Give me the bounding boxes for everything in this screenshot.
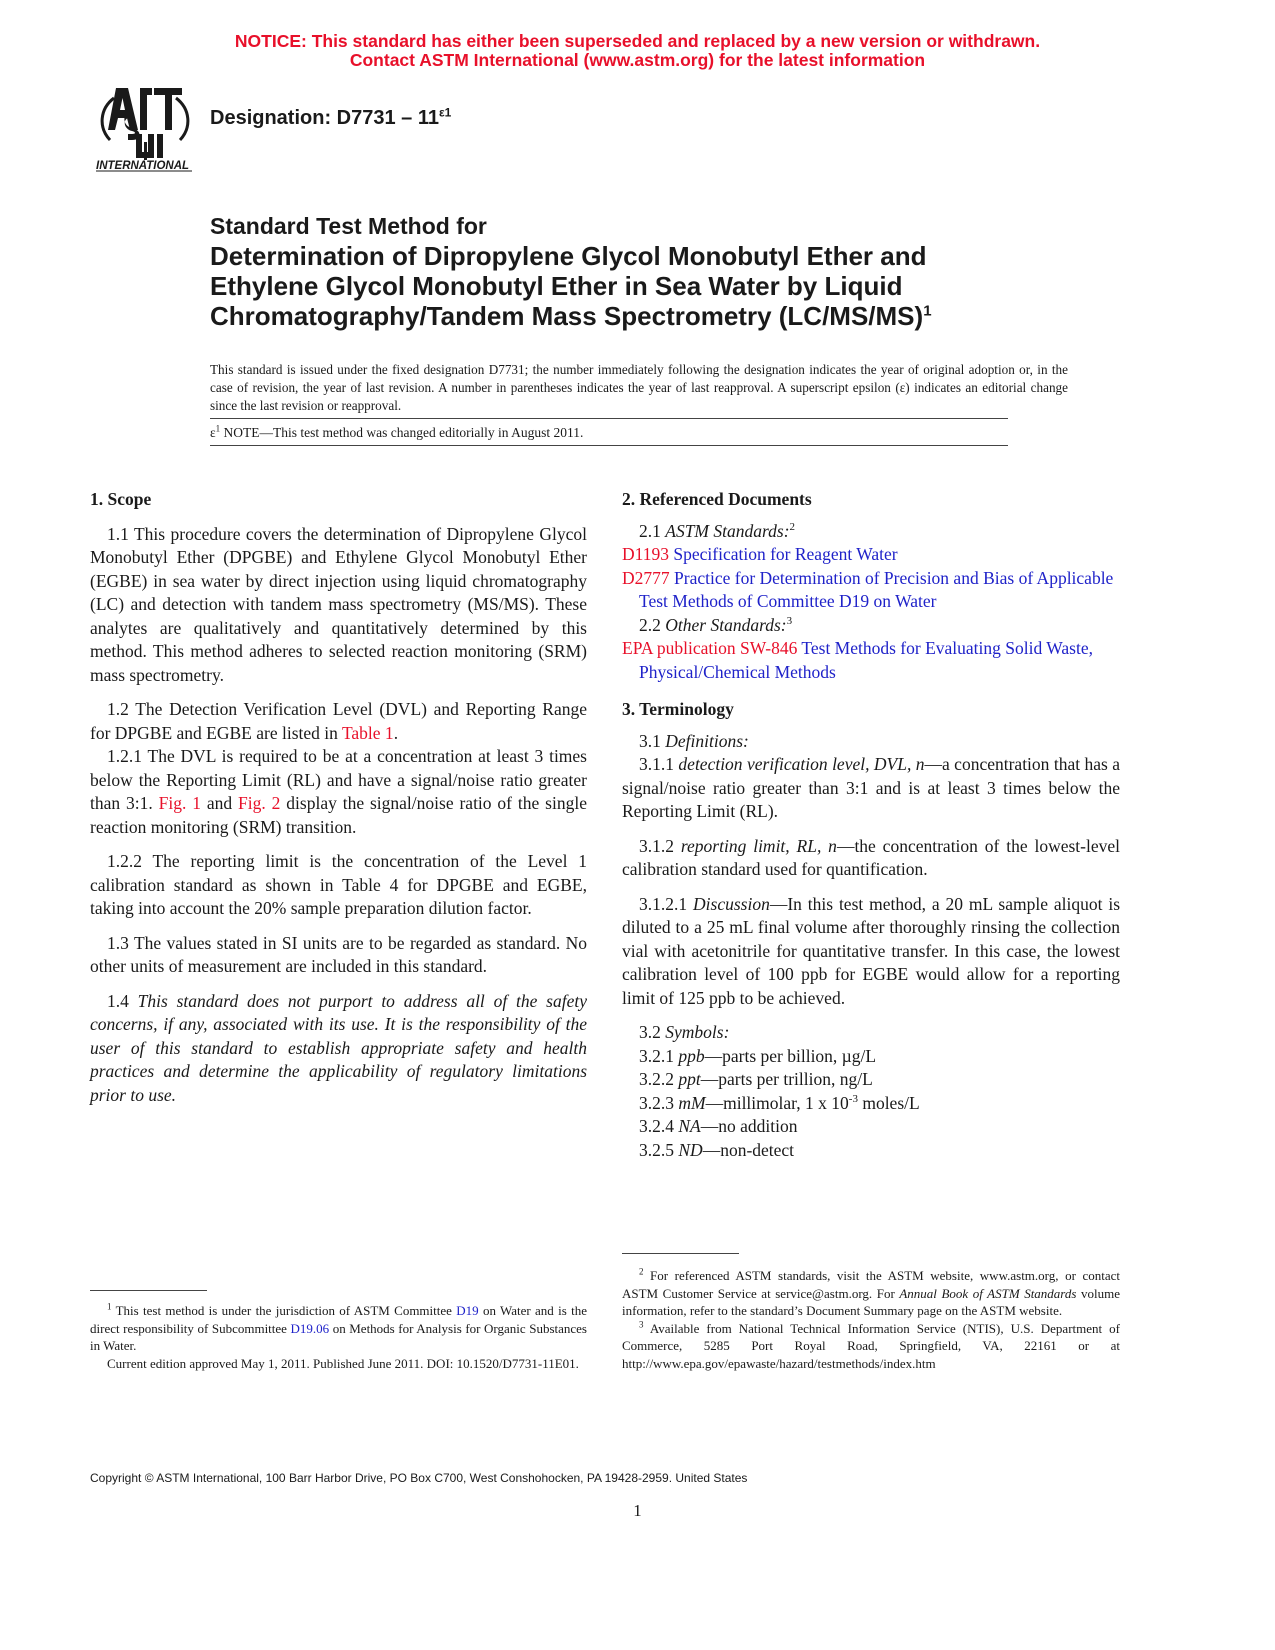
section-3-1-2-term: reporting limit, RL, n — [680, 835, 837, 856]
footnote-1-text-b: on Water and is the direct responsibility of Subcommittee — [90, 1303, 587, 1336]
section-3-1-2-1-text: —In this test method, a 20 mL sample aliquot is diluted to a 25 mL final volume after thoroughly rinsing the collection vial with acetonitrile for quantitative transfer. In this case, the lowest calibration level of 100 ppb for EGBE would allow for a reporting limit of 125 ppb to be achieved. — [622, 893, 1121, 1008]
left-column — [90, 488, 587, 1107]
section-1-2-1-and: and — [201, 793, 239, 813]
title-line-2: Ethylene Glycol Monobutyl Ether in Sea Water by Liquid — [210, 271, 903, 301]
section-3-1-label: Definitions: — [665, 730, 749, 751]
header-rule-bottom — [210, 445, 1008, 446]
notice-line-2: Contact ASTM International (www.astm.org) for the latest information — [349, 50, 926, 70]
symbol-mm-exponent: -3 — [848, 1092, 858, 1105]
symbol-ppt-term: ppt — [678, 1069, 701, 1089]
symbol-ppb-num: 3.2.1 — [639, 1045, 679, 1066]
title-prefix: Standard Test Method for — [210, 213, 487, 239]
section-3-1-2-1-num: 3.1.2.1 — [639, 893, 694, 914]
section-2-1-num: 2.1 — [639, 520, 666, 541]
astm-logo-icon — [92, 82, 196, 174]
section-2-2-label: Other Standards: — [665, 614, 787, 635]
section-3-1-1-term: detection verification level, DVL, n — [678, 754, 925, 774]
table-1-link[interactable]: Table 1 — [341, 722, 394, 743]
symbol-nd-term: ND — [678, 1139, 703, 1160]
ref-epa — [622, 637, 1120, 684]
withdrawal-notice — [0, 32, 1275, 70]
symbol-ppb-def: —parts per billion, µg/L — [704, 1045, 877, 1066]
section-1-2-text: 1.2 The Detection Verification Level (DVL) and Reporting Range for DPGBE and EGBE are listed in — [90, 699, 587, 743]
ref-d1193-code[interactable]: D1193 — [622, 544, 669, 564]
ref-epa-title[interactable]: Test Methods for Evaluating Solid Waste, Physical/Chemical Methods — [639, 638, 1093, 682]
section-2-1 — [622, 520, 1120, 544]
section-3-1-2-1-label: Discussion — [693, 893, 770, 914]
designation — [210, 107, 451, 130]
terminology-heading: 3. Terminology — [622, 699, 734, 719]
section-3-1-num: 3.1 — [639, 730, 666, 751]
section-1-2-1-text: 1.2.1 The DVL is required to be at a concentration at least 3 times below the Reporting Limit (RL) and have a signal/noise ratio greater than 3:1. — [90, 746, 587, 813]
notice-line-1: NOTICE: This standard has either been superseded and replaced by a new version or withdrawn. — [234, 31, 1041, 51]
title-footnote-ref: 1 — [923, 302, 932, 320]
section-1-2-2: 1.2.2 The reporting limit is the concentration of the Level 1 calibration standard as shown in Table 4 for DPGBE and EGBE, taking into account the 20% sample preparation dilution factor. — [90, 851, 587, 918]
section-2-2-sup: 3 — [786, 614, 793, 627]
title-line-3 — [210, 301, 1090, 331]
symbol-mm-unit: moles/L — [857, 1092, 920, 1113]
section-3-1-2 — [622, 835, 1120, 882]
section-2-2 — [622, 614, 1120, 638]
ref-d2777-title[interactable]: Practice for Determination of Precision and Bias of Applicable Test Methods of Committee D19 on Water — [639, 567, 1114, 611]
section-1-4 — [90, 990, 587, 1108]
symbol-na-term: NA — [678, 1116, 701, 1136]
symbol-nd-def: —non-detect — [702, 1139, 795, 1160]
page-number: 1 — [633, 1501, 642, 1520]
section-1-2 — [90, 698, 587, 745]
symbol-mm-num: 3.2.3 — [639, 1092, 679, 1113]
symbol-ppt-num: 3.2.2 — [639, 1069, 679, 1089]
section-3-2 — [622, 1021, 1120, 1045]
designation-epsilon: ε1 — [438, 105, 452, 120]
footnote-separator-left — [90, 1290, 207, 1291]
symbol-ppb-term: ppb — [678, 1045, 705, 1066]
footnote-2-text-b: volume information, refer to the standard’s Document Summary page on the ASTM website. — [622, 1285, 1120, 1318]
symbol-ppt — [622, 1068, 1120, 1092]
section-3-1-1-def: —a concentration that has a signal/noise ratio greater than 3:1 and is at least 3 times below the Reporting Limit (RL). — [622, 754, 1121, 821]
section-3-1-1-num: 3.1.1 — [639, 754, 679, 774]
footnote-separator-right — [622, 1253, 739, 1254]
section-1-2-end: . — [393, 722, 399, 743]
footnote-1-num: 1 — [107, 1301, 112, 1312]
footnote-1-text-a: This test method is under the jurisdiction of ASTM Committee — [111, 1303, 457, 1318]
ref-epa-code[interactable]: EPA publication SW-846 — [622, 638, 798, 658]
footnote-3 — [622, 1320, 1120, 1373]
symbol-ppb — [622, 1045, 1120, 1069]
symbol-na-num: 3.2.4 — [639, 1116, 679, 1136]
section-1-2-1 — [90, 745, 587, 839]
copyright-line: Copyright © ASTM International, 100 Barr Harbor Drive, PO Box C700, West Conshohocken, PA 19428-2959. United States — [90, 1471, 748, 1485]
symbol-na-def: —no addition — [700, 1116, 798, 1136]
figure-1-link[interactable]: Fig. 1 — [158, 793, 201, 813]
header-rule-top — [210, 418, 1008, 419]
footnote-1-edition: Current edition approved May 1, 2011. Published June 2011. DOI: 10.1520/D7731-11E01. — [107, 1355, 579, 1371]
footnote-2 — [622, 1267, 1120, 1320]
footnote-2-num: 2 — [639, 1266, 644, 1277]
symbol-mm-def: —millimolar, 1 x 10 — [705, 1092, 849, 1113]
footnote-1-text-c: on Methods for Analysis for Organic Substances in Water. — [90, 1320, 587, 1353]
footnotes-right — [622, 1267, 1120, 1372]
editorial-note-text: NOTE—This test method was changed editorially in August 2011. — [220, 425, 584, 440]
footnote-2-italic: Annual Book of ASTM Standards — [899, 1285, 1077, 1301]
section-3-1-2-1 — [622, 893, 1120, 1011]
symbol-na — [622, 1115, 1120, 1139]
symbol-ppt-def: —parts per trillion, ng/L — [700, 1069, 873, 1089]
document-title — [210, 211, 1090, 331]
refdocs-heading: 2. Referenced Documents — [622, 489, 812, 509]
symbol-mm — [622, 1092, 1120, 1116]
ref-d2777 — [622, 567, 1120, 614]
footnote-1 — [90, 1302, 587, 1355]
editorial-note-mark: ε — [210, 425, 216, 440]
section-1-2-1-rest: display the signal/noise ratio of the single reaction monitoring (SRM) transition. — [90, 793, 587, 837]
section-3-1-1 — [622, 753, 1120, 824]
scope-heading: 1. Scope — [90, 489, 152, 509]
editorial-note-sup: 1 — [215, 423, 221, 434]
figure-2-link[interactable]: Fig. 2 — [238, 793, 281, 813]
symbol-mm-term: mM — [678, 1092, 706, 1113]
footnote-2-text-a: For referenced ASTM standards, visit the ASTM website, www.astm.org, or contact ASTM Customer Service at service@astm.org. For — [622, 1268, 1120, 1301]
section-2-1-sup: 2 — [789, 520, 796, 533]
title-line-1: Determination of Dipropylene Glycol Monobutyl Ether and — [210, 241, 927, 271]
ref-d2777-code[interactable]: D2777 — [622, 567, 670, 588]
subcommittee-d19-06-link[interactable]: D19.06 — [290, 1320, 330, 1336]
section-1-3: 1.3 The values stated in SI units are to be regarded as standard. No other units of measurement are included in this standard. — [90, 932, 587, 976]
footnote-3-num: 3 — [639, 1319, 644, 1330]
section-2-1-label: ASTM Standards: — [665, 520, 790, 541]
section-1-4-text: This standard does not purport to address all of the safety concerns, if any, associated with its use. It is the responsibility of the user of this standard to establish appropriate safety and health practices and determine the applicability of regulatory limitations prior to use. — [90, 990, 587, 1105]
section-3-2-label: Symbols: — [665, 1022, 730, 1042]
section-1-1: 1.1 This procedure covers the determination of Dipropylene Glycol Monobutyl Ether (DPGBE) and Ethylene Glycol Monobutyl Ether (EGBE) in sea water by direct injection using liquid chromatography (LC) and detection with tandem mass spectrometry (MS/MS). These analytes are qualitatively and quantitatively determined by this method. This method adheres to selected reaction monitoring (SRM) mass spectrometry. — [90, 523, 587, 685]
section-3-1-2-def: —the concentration of the lowest-level calibration standard used for quantification. — [622, 835, 1120, 879]
footnotes-left — [90, 1302, 587, 1372]
right-column — [622, 488, 1120, 1162]
title-line-3-text: Chromatography/Tandem Mass Spectrometry (LC/MS/MS) — [210, 301, 924, 331]
issuance-statement: This standard is issued under the fixed designation D7731; the number immediately following the designation indicates the year of original adoption or, in the case of revision, the year of last revision. A number in parentheses indicates the year of last reapproval. A superscript epsilon (ε) indicates an editorial change since the last revision or reapproval. — [210, 362, 1068, 413]
footnote-3-text: Available from National Technical Information Service (NTIS), U.S. Department of Commerce, 5285 Port Royal Road, Springfield, VA, 22161 or at http://www.epa.gov/epawaste/hazard/testmethods/index.htm — [622, 1320, 1120, 1371]
ref-d1193 — [622, 543, 1120, 567]
ref-d1193-title[interactable]: Specification for Reagent Water — [669, 544, 898, 564]
committee-d19-link[interactable]: D19 — [456, 1303, 479, 1318]
symbol-nd — [622, 1139, 1120, 1163]
section-1-4-num: 1.4 — [107, 990, 138, 1011]
section-2-2-num: 2.2 — [639, 614, 666, 635]
logo-wordmark: INTERNATIONAL — [96, 160, 190, 172]
section-3-2-num: 3.2 — [639, 1022, 666, 1042]
editorial-note — [210, 425, 583, 441]
symbol-nd-num: 3.2.5 — [639, 1139, 679, 1160]
section-3-1-2-num: 3.1.2 — [639, 835, 681, 856]
designation-label: Designation: D7731 – 11 — [210, 107, 439, 129]
section-3-1 — [622, 730, 1120, 754]
